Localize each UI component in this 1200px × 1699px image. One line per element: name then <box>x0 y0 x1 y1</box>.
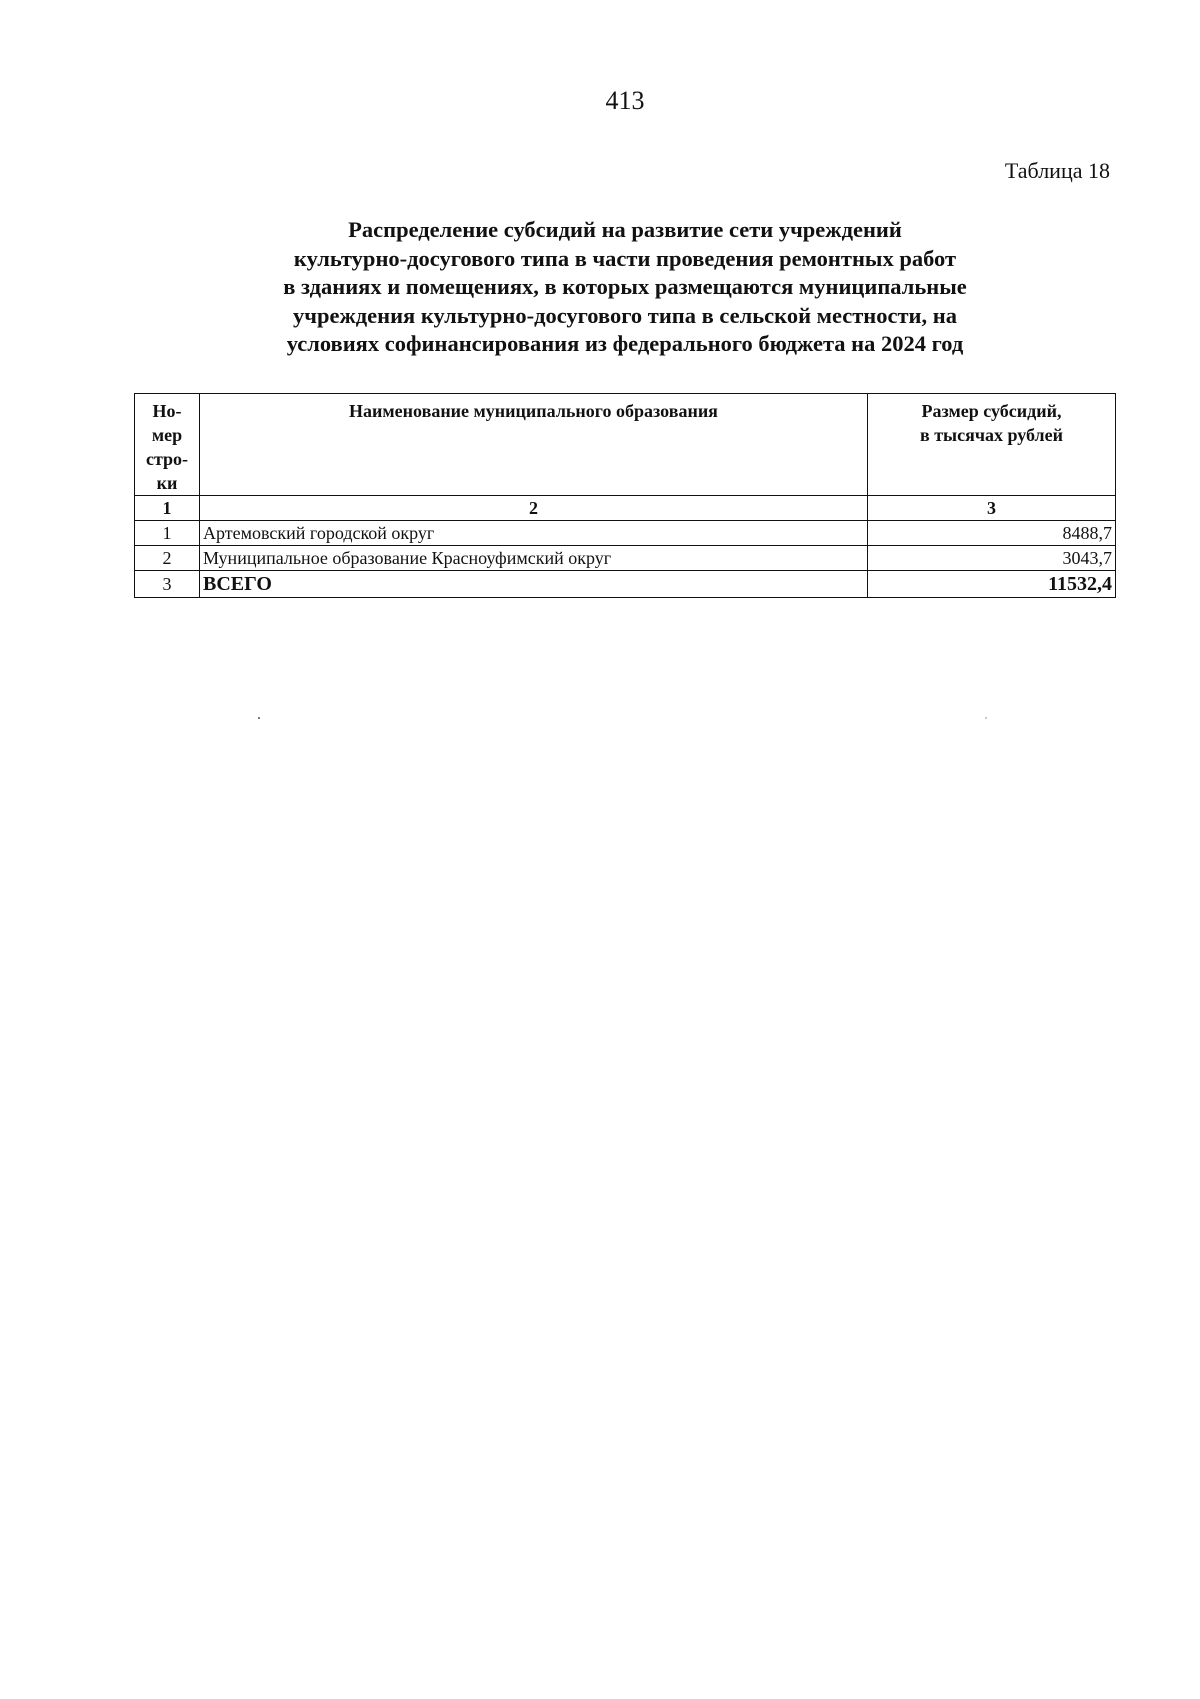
title-line: условиях софинансирования из федерального бюджета на 2024 год <box>286 331 964 356</box>
title-line: учреждения культурно-досугового типа в сельской местности, на <box>293 302 957 328</box>
row-number: 1 <box>135 521 200 546</box>
header-row-number <box>135 394 200 496</box>
column-index: 1 <box>135 496 200 521</box>
subsidy-table <box>134 393 1116 598</box>
document-title <box>160 216 1090 359</box>
column-index-row <box>135 496 1116 521</box>
column-index: 2 <box>200 496 868 521</box>
row-number: 3 <box>135 571 200 598</box>
title-line: Распределение субсидий на развитие сети учреждений <box>348 217 902 242</box>
header-subsidy-amount-line: в тысячах рублей <box>919 425 1064 445</box>
subsidy-amount: 3043,7 <box>868 546 1116 571</box>
header-subsidy-amount-line: Размер субсидий, <box>921 401 1062 421</box>
scan-speck <box>258 717 260 719</box>
table-row <box>135 521 1116 546</box>
municipality-name: Муниципальное образование Красноуфимский округ <box>200 546 868 571</box>
header-row-number-line: мер <box>151 425 183 445</box>
header-row-number-line: ки <box>156 473 178 493</box>
column-index: 3 <box>868 496 1116 521</box>
header-municipality-name: Наименование муниципального образования <box>200 394 868 496</box>
total-label: ВСЕГО <box>200 571 868 598</box>
page-number: 413 <box>605 86 645 115</box>
title-line: культурно-досугового типа в части проведения ремонтных работ <box>293 245 957 271</box>
subsidy-amount: 8488,7 <box>868 521 1116 546</box>
header-row-number-line: Но- <box>152 401 182 421</box>
table-row <box>135 546 1116 571</box>
total-amount: 11532,4 <box>868 571 1116 598</box>
row-number: 2 <box>135 546 200 571</box>
table-label: Таблица 18 <box>1004 158 1110 183</box>
title-line: в зданиях и помещениях, в которых размещаются муниципальные <box>283 274 967 299</box>
total-row <box>135 571 1116 598</box>
header-subsidy-amount <box>868 394 1116 496</box>
scan-speck <box>985 717 987 719</box>
municipality-name: Артемовский городской округ <box>200 521 868 546</box>
header-row-number-line: стро- <box>145 449 189 469</box>
header-row <box>135 394 1116 496</box>
